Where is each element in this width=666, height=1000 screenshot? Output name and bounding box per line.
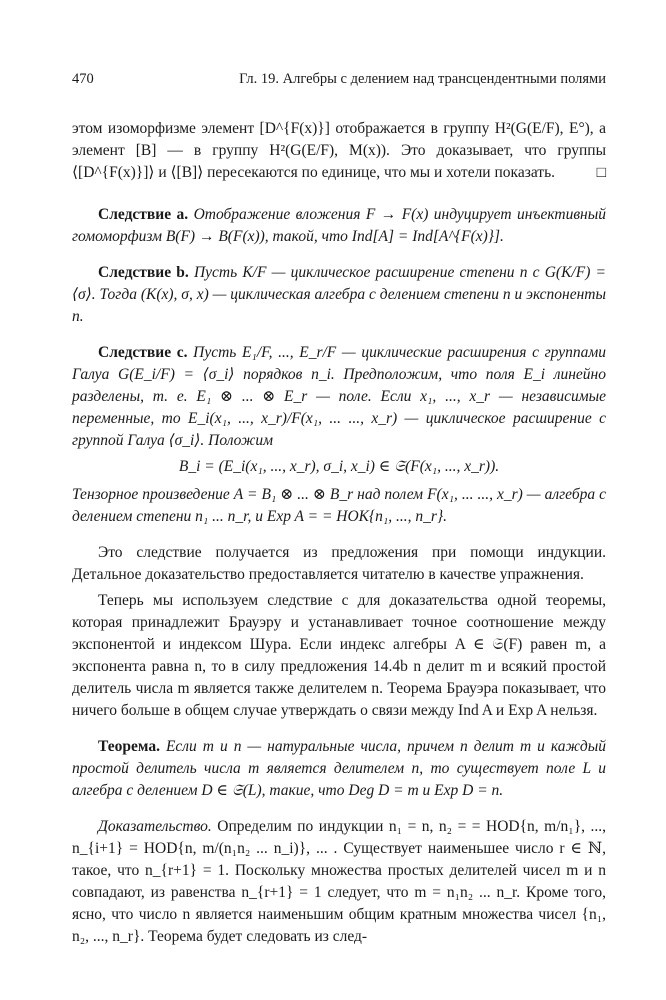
proof-label: Доказательство. (98, 818, 212, 835)
page-number: 470 (72, 71, 94, 87)
proof-text: Определим по индукции n₁ = n, n₂ = = НОD{n, m/n₁}, ..., n_{i+1} = НОD{n, m/(n₁n₂ ... n_i)}, ... . Существует наименьшее число r ∈ ℕ, такое, что n_{r+1} = 1. Поскольку множества простых делителей чисел m и n совпадают, из равенства n_{r+1} = 1 следует, что m = n₁n₂ ... n_r. Кроме того, ясно, что число n является наименьшим общим кратным множества чисел {n₁, n₂, ..., n_r}. Теорема будет следовать из след- (72, 818, 607, 945)
paragraph-isomorphism (72, 118, 606, 184)
theorem (72, 736, 606, 802)
corollary-c-after: Тензорное произведение A = B₁ ⊗ ... ⊗ B_r над полем F(x₁, ... ..., x_r) — алгебра с делением степени n₁ ... n_r, и Exp A = = НОК{n₁, ..., n_r}. (72, 486, 606, 525)
running-title: Гл. 19. Алгебры с делением над трансцендентными полями (239, 71, 606, 87)
paragraph-induction: Это следствие получается из предложения при помощи индукции. Детальное доказательство предоставляется читателю в качестве упражнения. (72, 544, 606, 583)
corollary-c-formula: B_i = (E_i(x₁, ..., x_r), σ_i, x_i) ∈ 𝔖(F(x₁, ..., x_r)). (178, 458, 500, 475)
theorem-text: Если m и n — натуральные числа, причем n делит m и каждый простой делитель числа m является делителем n, то существует поле L и алгебра с делением D ∈ 𝔖(L), такие, что Deg D = m и Exp D = n. (72, 738, 606, 799)
corollary-b (72, 262, 606, 328)
corollary-a (72, 204, 606, 248)
theorem-label: Теорема. (98, 738, 160, 755)
paragraph-text: этом изоморфизме элемент [D^{F(x)}] отображается в группу H²(G(E/F), E°), а элемент [B] — в группу H²(G(E/F), M(x)). Это доказывает, что группы ⟨[D^{F(x)}]⟩ и ⟨[B]⟩ пересекаются по единице, что мы и хотели показать. (72, 120, 606, 181)
corollary-a-label: Следствие a. (98, 206, 189, 223)
corollary-c-label: Следствие c. (98, 344, 188, 361)
proof (72, 816, 606, 948)
paragraph-brauer: Теперь мы используем следствие c для доказательства одной теоремы, которая принадлежит Брауэру и устанавливает точное соотношение между экспонентой и индексом Шура. Если индекс алгебры A ∈ 𝔖(F) равен m, а экспонента равна n, то в силу предложения 14.4b n делит m и всякий простой делитель числа m является также делителем n. Теорема Брауэра показывает, что ничего больше в общем случае утверждать о связи между Ind A и Exp A нельзя. (72, 592, 606, 719)
page-header (72, 68, 606, 90)
qed-symbol: □ (596, 164, 606, 181)
corollary-b-label: Следствие b. (98, 264, 189, 281)
corollary-c (72, 342, 606, 528)
corollary-a-text: Отображение вложения F → F(x) индуцирует инъективный гомоморфизм B(F) → B(F(x)), такой, что Ind[A] = Ind[A^{F(x)}]. (72, 206, 606, 245)
corollary-c-text: Пусть E₁/F, ..., E_r/F — циклические расширения с группами Галуа G(E_i/F) = ⟨σ_i⟩ порядков n_i. Предположим, что поля E_i линейно разделены, т. е. E₁ ⊗ ... ⊗ E_r — поле. Если x₁, ..., x_r — независимые переменные, то E_i(x₁, ..., x_r)/F(x₁, ... ..., x_r) — циклическое расширение с группой Галуа ⟨σ_i⟩. Положим (72, 344, 606, 449)
corollary-b-text: Пусть K/F — циклическое расширение степени n с G(K/F) = ⟨σ⟩. Тогда (K(x), σ, x) — циклическая алгебра с делением степени n и экспоненты n. (72, 264, 606, 325)
